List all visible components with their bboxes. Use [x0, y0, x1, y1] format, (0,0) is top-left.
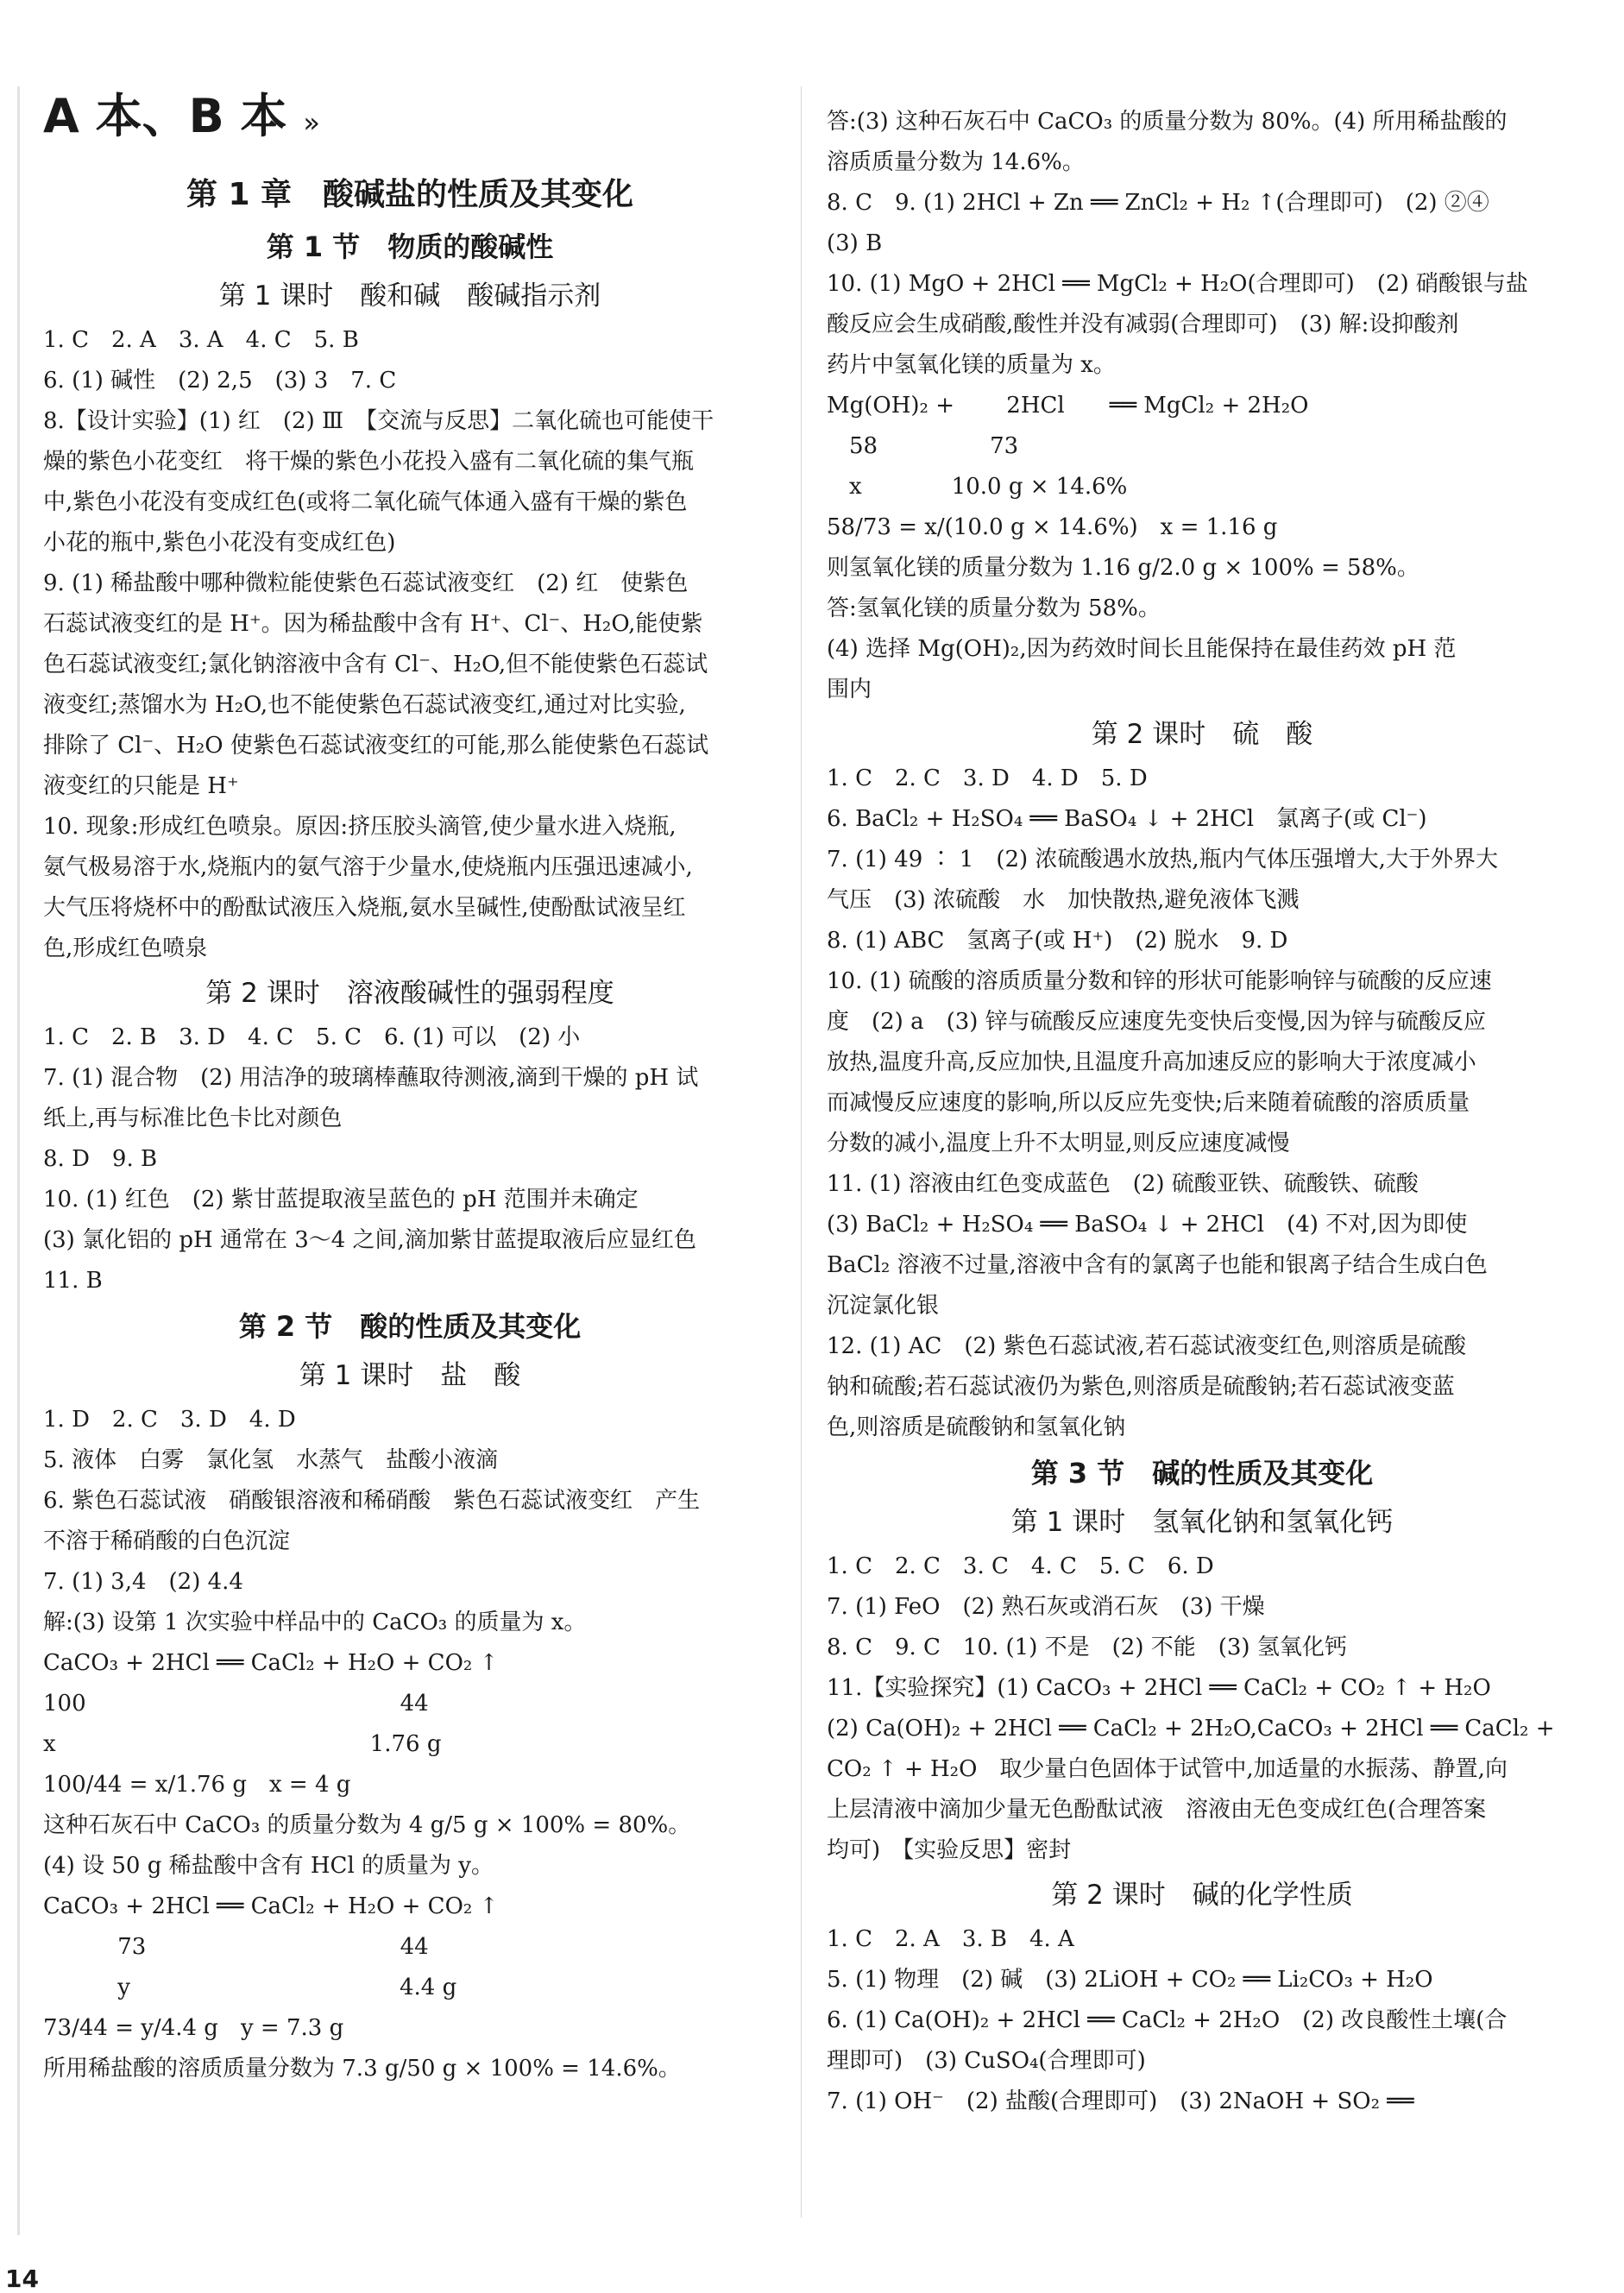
left-text-line: 8. D 9. B: [43, 1146, 158, 1172]
section-heading: 第 1 节 物质的酸碱性: [266, 230, 554, 263]
right-text-line: 沉淀氯化银: [827, 1293, 940, 1319]
lesson-heading: 第 1 课时 氢氧化钠和氢氧化钙: [1010, 1507, 1394, 1538]
right-text-line: 色,则溶质是硫酸钠和氢氧化钠: [827, 1414, 1126, 1440]
left-text-line: 6. (1) 碱性 (2) 2,5 (3) 3 7. C: [43, 368, 397, 394]
lesson-heading: 第 1 课时 盐 酸: [299, 1360, 521, 1391]
chevron-icon: »: [303, 106, 320, 139]
right-text-line: 酸反应会生成硝酸,酸性并没有减弱(合理即可) (3) 解:设抑酸剂: [827, 312, 1459, 337]
left-text-line: 10. 现象:形成红色喷泉。原因:挤压胶头滴管,使少量水进入烧瓶,: [43, 814, 677, 840]
right-text-line: 钠和硫酸;若石蕊试液仍为紫色,则溶质是硫酸钠;若石蕊试液变蓝: [827, 1374, 1455, 1400]
left-text-line: 色,形成红色喷泉: [43, 935, 208, 961]
left-text-line: 液变红的只能是 H⁺: [43, 773, 239, 799]
right-text-line: 均可) 【实验反思】密封: [827, 1837, 1072, 1863]
right-text-line: 答:氢氧化镁的质量分数为 58%。: [827, 595, 1161, 621]
left-text-line: 100 44: [43, 1691, 429, 1717]
right-text-line: 1. C 2. A 3. B 4. A: [827, 1926, 1074, 1952]
right-text-line: 7. (1) FeO (2) 熟石灰或消石灰 (3) 干燥: [827, 1594, 1265, 1620]
right-text-line: Mg(OH)₂ + 2HCl ══ MgCl₂ + 2H₂O: [827, 393, 1309, 419]
right-text-line: 气压 (3) 浓硫酸 水 加快散热,避免液体飞溅: [827, 887, 1300, 913]
left-text-line: x 1.76 g: [43, 1731, 442, 1757]
left-text-line: CaCO₃ + 2HCl ══ CaCl₂ + H₂O + CO₂ ↑: [43, 1650, 499, 1676]
right-text-line: 放热,温度升高,反应加快,且温度升高加速反应的影响大于浓度减小: [827, 1049, 1476, 1075]
right-text-line: (4) 选择 Mg(OH)₂,因为药效时间长且能保持在最佳药效 pH 范: [827, 636, 1457, 662]
left-text-line: 73 44: [43, 1934, 429, 1960]
right-text-line: (3) B: [827, 230, 883, 256]
left-text-line: 液变红;蒸馏水为 H₂O,也不能使紫色石蕊试液变红,通过对比实验,: [43, 692, 686, 718]
page-edge-line: [17, 86, 20, 2235]
right-text-line: 8. (1) ABC 氢离子(或 H⁺) (2) 脱水 9. D: [827, 928, 1288, 954]
right-text-line: 7. (1) OH⁻ (2) 盐酸(合理即可) (3) 2NaOH + SO₂ ══: [827, 2088, 1414, 2114]
right-text-line: 溶质质量分数为 14.6%。: [827, 149, 1085, 175]
right-text-line: 11. (1) 溶液由红色变成蓝色 (2) 硫酸亚铁、硫酸铁、硫酸: [827, 1171, 1419, 1197]
left-text-line: 10. (1) 红色 (2) 紫甘蓝提取液呈蓝色的 pH 范围并未确定: [43, 1187, 639, 1213]
left-text-line: (4) 设 50 g 稀盐酸中含有 HCl 的质量为 y。: [43, 1853, 494, 1879]
left-text-line: 7. (1) 混合物 (2) 用洁净的玻璃棒蘸取待测液,滴到干燥的 pH 试: [43, 1065, 699, 1091]
left-text-line: 不溶于稀硝酸的白色沉淀: [43, 1528, 291, 1554]
left-text-line: 石蕊试液变红的是 H⁺。因为稀盐酸中含有 H⁺、Cl⁻、H₂O,能使紫: [43, 611, 703, 637]
right-column-body: [827, 102, 1577, 2122]
left-text-line: 1. C 2. B 3. D 4. C 5. C 6. (1) 可以 (2) 小: [43, 1024, 581, 1050]
section-heading: 第 3 节 碱的性质及其变化: [1030, 1457, 1374, 1490]
left-text-line: 73/44 = y/4.4 g y = 7.3 g: [43, 2015, 344, 2041]
right-text-line: 5. (1) 物理 (2) 碱 (3) 2LiOH + CO₂ ══ Li₂CO₃ + H₂O: [827, 1967, 1433, 1993]
right-text-line: 58/73 = x/(10.0 g × 14.6%) x = 1.16 g: [827, 514, 1278, 540]
lesson-heading: 第 1 课时 酸和碱 酸碱指示剂: [218, 280, 601, 312]
left-text-line: 5. 液体 白雾 氯化氢 水蒸气 盐酸小液滴: [43, 1447, 499, 1473]
right-text-line: 10. (1) 硫酸的溶质质量分数和锌的形状可能影响锌与硫酸的反应速: [827, 968, 1492, 994]
right-text-line: 分数的减小,温度上升不太明显,则反应速度减慢: [827, 1131, 1290, 1156]
right-text-line: 6. (1) Ca(OH)₂ + 2HCl ══ CaCl₂ + 2H₂O (2) 改良酸性土壤(合: [827, 2007, 1508, 2033]
left-text-line: 中,紫色小花没有变成红色(或将二氧化硫气体通入盛有干燥的紫色: [43, 489, 688, 515]
right-text-line: 答:(3) 这种石灰石中 CaCO₃ 的质量分数为 80%。(4) 所用稀盐酸的: [827, 109, 1508, 135]
left-text-line: 1. D 2. C 3. D 4. D: [43, 1407, 296, 1433]
right-text-line: 1. C 2. C 3. D 4. D 5. D: [827, 765, 1148, 791]
left-text-line: 9. (1) 稀盐酸中哪种微粒能使紫色石蕊试液变红 (2) 红 使紫色: [43, 570, 689, 596]
left-text-line: 8.【设计实验】(1) 红 (2) Ⅲ 【交流与反思】二氧化硫也可能使干: [43, 408, 714, 434]
right-text-line: CO₂ ↑ + H₂O 取少量白色固体于试管中,加适量的水振荡、静置,向: [827, 1756, 1508, 1782]
right-text-line: 药片中氢氧化镁的质量为 x。: [827, 352, 1116, 378]
right-text-line: x 10.0 g × 14.6%: [827, 474, 1128, 500]
left-text-line: y 4.4 g: [43, 1975, 457, 2000]
right-text-line: 6. BaCl₂ + H₂SO₄ ══ BaSO₄ ↓ + 2HCl 氯离子(或 Cl⁻): [827, 806, 1427, 832]
right-text-line: BaCl₂ 溶液不过量,溶液中含有的氯离子也能和银离子结合生成白色: [827, 1252, 1488, 1278]
left-text-line: 1. C 2. A 3. A 4. C 5. B: [43, 327, 359, 353]
right-text-line: 11.【实验探究】(1) CaCO₃ + 2HCl ══ CaCl₂ + CO₂ ↑ + H₂O: [827, 1675, 1491, 1701]
right-text-line: (3) BaCl₂ + H₂SO₄ ══ BaSO₄ ↓ + 2HCl (4) 不对,因为即使: [827, 1212, 1468, 1238]
lesson-heading: 第 2 课时 硫 酸: [1091, 719, 1313, 750]
chapter-heading: 第 1 章 酸碱盐的性质及其变化: [186, 177, 634, 212]
lesson-heading: 第 2 课时 溶液酸碱性的强弱程度: [205, 978, 614, 1009]
book-header-title: A 本、B 本: [43, 89, 287, 143]
book-header: [43, 86, 777, 153]
column-divider: [801, 86, 802, 2218]
right-text-line: 度 (2) a (3) 锌与硫酸反应速度先变快后变慢,因为锌与硫酸反应: [827, 1009, 1486, 1035]
right-text-line: 8. C 9. (1) 2HCl + Zn ══ ZnCl₂ + H₂ ↑(合理即可) (2) ②④: [827, 190, 1489, 216]
right-text-line: 上层清液中滴加少量无色酚酞试液 溶液由无色变成红色(合理答案: [827, 1797, 1487, 1823]
right-text-line: 则氢氧化镁的质量分数为 1.16 g/2.0 g × 100% = 58%。: [827, 555, 1419, 581]
left-text-line: 氨气极易溶于水,烧瓶内的氨气溶于少量水,使烧瓶内压强迅速减小,: [43, 854, 693, 880]
left-text-line: 这种石灰石中 CaCO₃ 的质量分数为 4 g/5 g × 100% = 80%。: [43, 1812, 691, 1838]
left-text-line: 7. (1) 3,4 (2) 4.4: [43, 1569, 243, 1595]
left-text-line: (3) 氯化铝的 pH 通常在 3～4 之间,滴加紫甘蓝提取液后应显红色: [43, 1227, 696, 1253]
lesson-heading: 第 2 课时 碱的化学性质: [1051, 1880, 1353, 1911]
right-text-line: 围内: [827, 677, 872, 702]
right-text-line: 58 73: [827, 433, 1019, 459]
right-text-line: 10. (1) MgO + 2HCl ══ MgCl₂ + H₂O(合理即可) (2) 硝酸银与盐: [827, 271, 1528, 297]
left-column-body: [43, 168, 777, 2089]
right-text-line: 1. C 2. C 3. C 4. C 5. C 6. D: [827, 1553, 1214, 1579]
left-text-line: 小花的瓶中,紫色小花没有变成红色): [43, 530, 396, 556]
right-column: [827, 102, 1577, 2122]
right-text-line: 7. (1) 49 ∶ 1 (2) 浓硫酸遇水放热,瓶内气体压强增大,大于外界大: [827, 847, 1498, 872]
left-text-line: 所用稀盐酸的溶质质量分数为 7.3 g/50 g × 100% = 14.6%。: [43, 2056, 681, 2082]
page-number: 14: [5, 2265, 39, 2293]
left-text-line: 100/44 = x/1.76 g x = 4 g: [43, 1772, 351, 1798]
left-text-line: 纸上,再与标准比色卡比对颜色: [43, 1106, 343, 1131]
left-text-line: 排除了 Cl⁻、H₂O 使紫色石蕊试液变红的可能,那么能使紫色石蕊试: [43, 733, 709, 759]
section-heading: 第 2 节 酸的性质及其变化: [238, 1310, 582, 1343]
left-text-line: CaCO₃ + 2HCl ══ CaCl₂ + H₂O + CO₂ ↑: [43, 1893, 499, 1919]
left-column: [43, 86, 777, 2089]
left-text-line: 大气压将烧杯中的酚酞试液压入烧瓶,氨水呈碱性,使酚酞试液呈红: [43, 895, 686, 921]
left-text-line: 解:(3) 设第 1 次实验中样品中的 CaCO₃ 的质量为 x。: [43, 1610, 587, 1635]
left-text-line: 11. B: [43, 1268, 103, 1294]
right-text-line: 而减慢反应速度的影响,所以反应先变快;后来随着硫酸的溶质质量: [827, 1090, 1470, 1116]
right-text-line: 理即可) (3) CuSO₄(合理即可): [827, 2048, 1146, 2074]
right-text-line: 12. (1) AC (2) 紫色石蕊试液,若石蕊试液变红色,则溶质是硫酸: [827, 1333, 1467, 1359]
left-text-line: 色石蕊试液变红;氯化钠溶液中含有 Cl⁻、H₂O,但不能使紫色石蕊试: [43, 652, 708, 677]
right-text-line: 8. C 9. C 10. (1) 不是 (2) 不能 (3) 氢氧化钙: [827, 1635, 1347, 1660]
right-text-line: (2) Ca(OH)₂ + 2HCl ══ CaCl₂ + 2H₂O,CaCO₃ + 2HCl ══ CaCl₂ +: [827, 1716, 1555, 1742]
left-text-line: 6. 紫色石蕊试液 硝酸银溶液和稀硝酸 紫色石蕊试液变红 产生: [43, 1488, 701, 1514]
left-text-line: 燥的紫色小花变红 将干燥的紫色小花投入盛有二氧化硫的集气瓶: [43, 449, 695, 475]
